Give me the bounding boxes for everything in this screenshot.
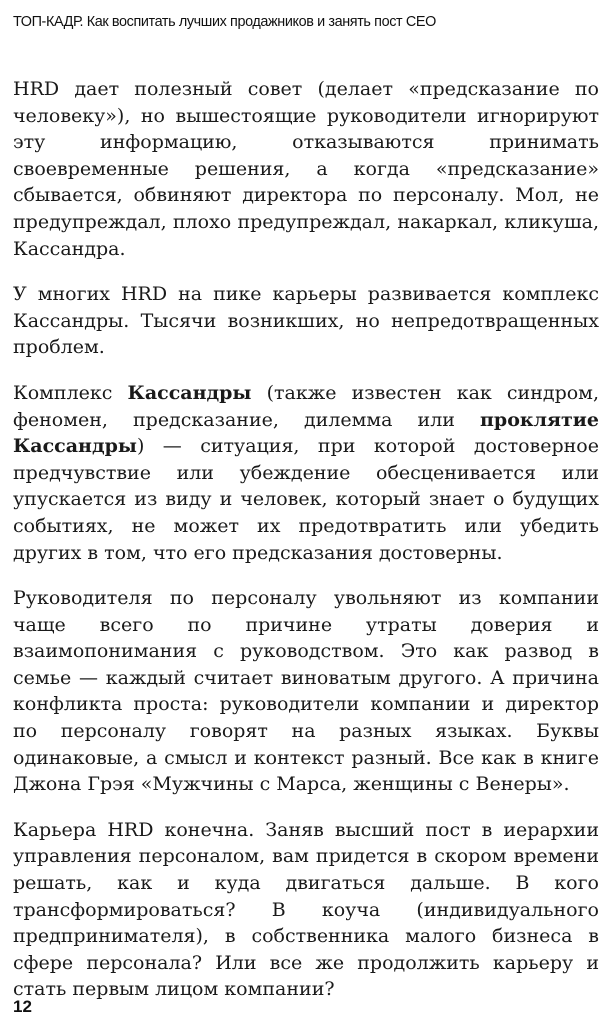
page-number: 12 — [13, 997, 32, 1016]
paragraph-1: HRD дает полезный совет (делает «предсказание по человеку»), но вышестоящие руководители игнорируют эту информацию, отказываются принимать своевременные решения, а когда «предсказание» сбывается, обвиняют директора по персоналу. Мол, не предупреждал, плохо предупреждал, накаркал, кликуша, Кассандра. — [13, 78, 599, 260]
body-text — [13, 76, 599, 1022]
paragraph-5: Карьера HRD конечна. Заняв высший пост в иерархии управления персоналом, вам придется в скором времени решать, как и куда двигаться дальше. В кого трансформироваться? В коуча (индивидуального предпринимателя), в собственника малого бизнеса в сфере персонала? Или все же продолжить карьеру и стать первым лицом компании? — [13, 818, 599, 1001]
paragraph-4: Руководителя по персоналу увольняют из компании чаще всего по причине утраты доверия и взаимопонимания с руководством. Это как развод в семье — каждый считает виноватым другого. А причина конфликта проста: руководители компании и директор по персоналу говорят на разных языках. Буквы одинаковые, а смысл и контекст разный. Все как в книге Джона Грэя «Мужчины с Марса, женщины с Венеры». — [13, 587, 599, 796]
term-cassandra-curse: проклятие Кассандры — [13, 408, 599, 458]
term-cassandra: Кассандры — [127, 381, 252, 404]
running-head: ТОП-КАДР. Как воспитать лучших продажников и занять пост CEO — [13, 13, 436, 30]
paragraph-3-part-2: (также известен как синдром, феномен, предсказание, дилемма или — [13, 381, 599, 431]
paragraph-3-part-1: Комплекс — [13, 381, 128, 404]
paragraph-3-part-3: ) — ситуация, при которой достоверное предчувствие или убеждение обесценивается или упускается из виду и человек, который знает о будущих событиях, не может их предотвратить или убедить других в том, что его предсказания достоверны. — [13, 435, 599, 564]
paragraph-2: У многих HRD на пике карьеры развивается комплекс Кассандры. Тысячи возникших, но непредотвращенных проблем. — [13, 283, 599, 359]
paragraph-3 — [13, 380, 599, 566]
